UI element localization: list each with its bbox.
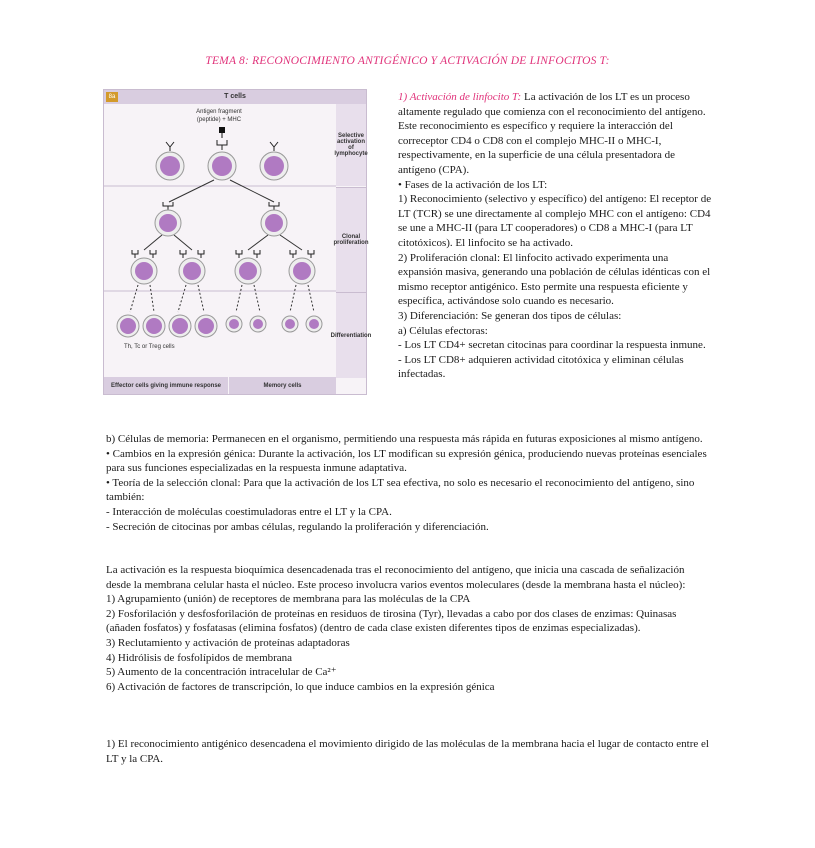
membrane-movement: 1) El reconocimiento antigénico desencadena el movimiento dirigido de las moléculas de la membrana hacia el lugar de contacto entre el LT y la CPA.: [106, 738, 709, 765]
phases-heading: • Fases de la activación de los LT:: [398, 178, 548, 191]
cell-row2-left: [155, 202, 181, 236]
figure-foot-effector: Effector cells giving immune response: [104, 377, 228, 394]
effector-cd4: - Los LT CD4+ secretan citocinas para coordinar la respuesta inmune.: [398, 339, 706, 352]
cell-diagram: [104, 90, 336, 377]
activation-intro: [398, 90, 714, 178]
cell-top-center: [208, 140, 236, 180]
memory-cells: b) Células de memoria: Permanecen en el organismo, permitiendo una respuesta más rápida en futuras exposiciones al mismo antígeno.: [106, 433, 703, 445]
biochem-intro: La activación es la respuesta bioquímica desencadenada tras el reconocimiento del antígeno, que inicia una cascada de señalización desde la membrana celular hasta el núcleo. Este proceso involucra varios eventos moleculares (desde la membrana hasta el núcleo):: [106, 564, 686, 591]
figure-side-differentiation: Differentiation: [336, 292, 366, 378]
memory-and-selection-block: [106, 432, 712, 534]
event-3: 3) Reclutamiento y activación de proteínas adaptadoras: [106, 636, 350, 649]
cell-row4-effector: [117, 315, 217, 337]
activation-heading: 1) Activación de linfocito T:: [398, 91, 522, 103]
biochemical-activation-block: [106, 563, 712, 694]
event-4: 4) Hidrólisis de fosfolípidos de membrana: [106, 651, 293, 664]
antigen-label-line2: (peptide) + MHC: [196, 117, 242, 123]
figure-foot-memory: Memory cells: [229, 377, 336, 394]
cell-row4-memory: [226, 316, 322, 332]
costimulation: - Interacción de moléculas coestimuladoras entre el LT y la CPA.: [106, 505, 392, 518]
figure-side-proliferation: Clonal proliferation: [336, 187, 366, 292]
phase-2: 2) Proliferación clonal: El linfocito activado experimenta una expansión masiva, generando una población de células idénticas con el mismo receptor antigénico. Esto permite una respuesta eficiente y específica, activándose solo cuando es necesario.: [398, 251, 711, 308]
clonal-selection: • Teoría de la selección clonal: Para que la activación de los LT sea efectiva, no solo es necesario el reconocimiento del antígeno, sino también:: [106, 476, 695, 504]
gene-expression: • Cambios en la expresión génica: Durante la activación, los LT modifican su expresión génica, produciendo nuevas proteínas esenciales para sus funciones especializadas en la respuesta inmune adaptativa.: [106, 447, 707, 475]
activation-intro-text: La activación de los LT es un proceso altamente regulado que comienza con el reconocimiento del antígeno. Este reconocimiento es específico y requiere la interacción del correceptor CD4 o CD8 con el complejo MHC-II o MHC-I, respectivamente, en la superficie de una célula presentadora de antígeno (CPA).: [398, 91, 706, 176]
effector-cells-heading: a) Células efectoras:: [398, 324, 488, 337]
event-1: 1) Agrupamiento (unión) de receptores de membrana para las moléculas de la CPA: [106, 593, 471, 606]
antigen-label-line1: Antigen fragment: [196, 109, 242, 115]
figure-side-selective: Selective activation of lymphocyte: [336, 104, 366, 186]
membrane-movement-block: [106, 737, 712, 766]
event-6: 6) Activación de factores de transcripción, lo que induce cambios en la expresión génica: [106, 680, 495, 693]
event-5: 5) Aumento de la concentración intracelular de Ca²⁺: [106, 666, 337, 679]
cell-top-right: [260, 142, 288, 180]
activation-section: [398, 90, 714, 382]
figure-tag: 8a: [106, 92, 118, 102]
cell-row3: [131, 250, 315, 284]
event-2: 2) Fosforilación y desfosforilación de proteínas en residuos de tirosina (Tyr), llevadas a cabo por dos clases de enzimas: Quinasas (añaden fosfatos) y fosfatasas (elimina fosfatos) (dentro de cada clase existen diferentes tipos de enzimas especializadas).: [106, 607, 677, 635]
page-title: TEMA 8: RECONOCIMIENTO ANTIGÉNICO Y ACTIVACIÓN DE LINFOCITOS T:: [205, 55, 610, 67]
cytokine-secretion: - Secreción de citocinas por ambas células, regulando la proliferación y diferenciación.: [106, 520, 489, 533]
figure-header: T cells: [104, 90, 366, 104]
cell-top-left: [156, 142, 184, 180]
effector-cd8: - Los LT CD8+ adquieren actividad citotóxica y eliminan células infectadas.: [398, 353, 684, 381]
phase-3: 3) Diferenciación: Se generan dos tipos de células:: [398, 309, 622, 322]
phase-1: 1) Reconocimiento (selectivo y específico) del antígeno: El receptor de LT (TCR) se une directamente al complejo MHC con el antígeno: CD4 se une a MHC-II (para LT cooperadores) o CD8 a MHC-I (para LT citotóxicos). El linfocito se ha activado.: [398, 193, 712, 249]
cell-row2-right: [261, 202, 287, 236]
t-cell-activation-figure: [103, 89, 372, 395]
cells-label: Th, Tc or Treg cells: [124, 344, 175, 350]
